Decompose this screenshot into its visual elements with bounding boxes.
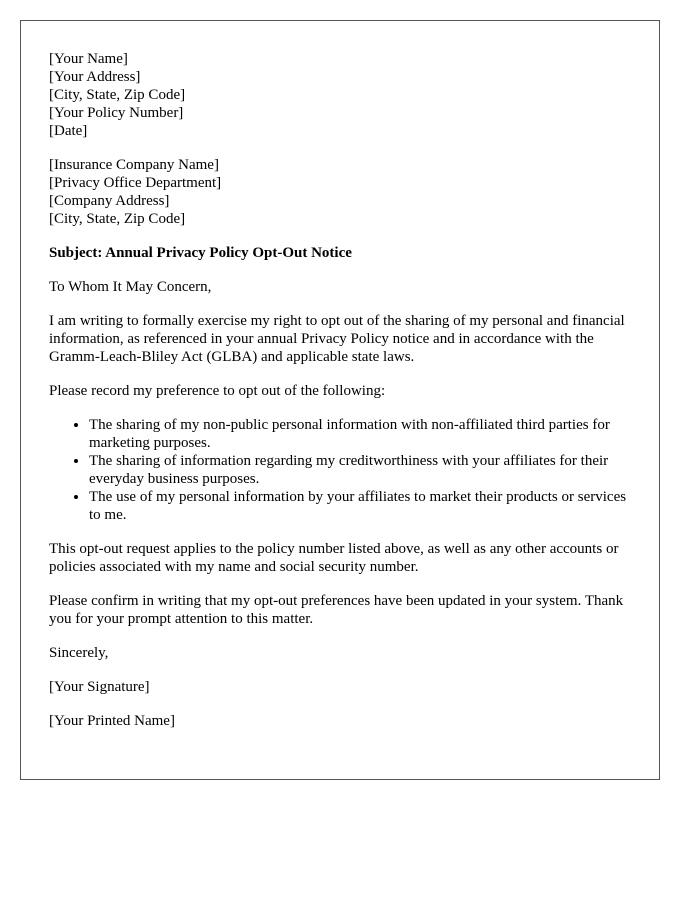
recipient-block — [49, 156, 631, 228]
sender-city-state-zip: [City, State, Zip Code] — [49, 87, 186, 103]
letter-container — [20, 20, 660, 780]
printed-name: [Your Printed Name] — [49, 713, 175, 729]
paragraph-confirm: Please confirm in writing that my opt-out preferences have been updated in your system. Thank you for your prompt attention to this matter. — [49, 593, 624, 627]
opt-out-list — [49, 416, 631, 524]
paragraph-scope: This opt-out request applies to the policy number listed above, as well as any other accounts or policies associated with my name and social security number. — [49, 541, 619, 575]
recipient-address: [Company Address] — [49, 193, 170, 209]
paragraph-intro: I am writing to formally exercise my right to opt out of the sharing of my personal and financial information, as referenced in your annual Privacy Policy notice and in accordance with the Gramm-Leach-Bliley Act (GLBA) and applicable state laws. — [49, 313, 625, 365]
closing: Sincerely, — [49, 645, 109, 661]
subject-line: Subject: Annual Privacy Policy Opt-Out Notice — [49, 245, 352, 261]
list-item: • The sharing of information regarding my creditworthiness with your affiliates for their everyday business purposes. — [89, 452, 631, 488]
recipient-city-state-zip: [City, State, Zip Code] — [49, 211, 186, 227]
sender-block — [49, 50, 631, 140]
sender-name: [Your Name] — [49, 51, 128, 67]
recipient-company-name: [Insurance Company Name] — [49, 157, 219, 173]
recipient-department: [Privacy Office Department] — [49, 175, 222, 191]
signature: [Your Signature] — [49, 679, 150, 695]
sender-address: [Your Address] — [49, 69, 141, 85]
letter-date: [Date] — [49, 123, 88, 139]
sender-policy-number: [Your Policy Number] — [49, 105, 184, 121]
list-item: • The sharing of my non-public personal information with non-affiliated third parties for marketing purposes. — [89, 416, 631, 452]
salutation: To Whom It May Concern, — [49, 279, 212, 295]
paragraph-preference: Please record my preference to opt out of the following: — [49, 383, 386, 399]
list-item: • The use of my personal information by your affiliates to market their products or services to me. — [89, 488, 631, 524]
